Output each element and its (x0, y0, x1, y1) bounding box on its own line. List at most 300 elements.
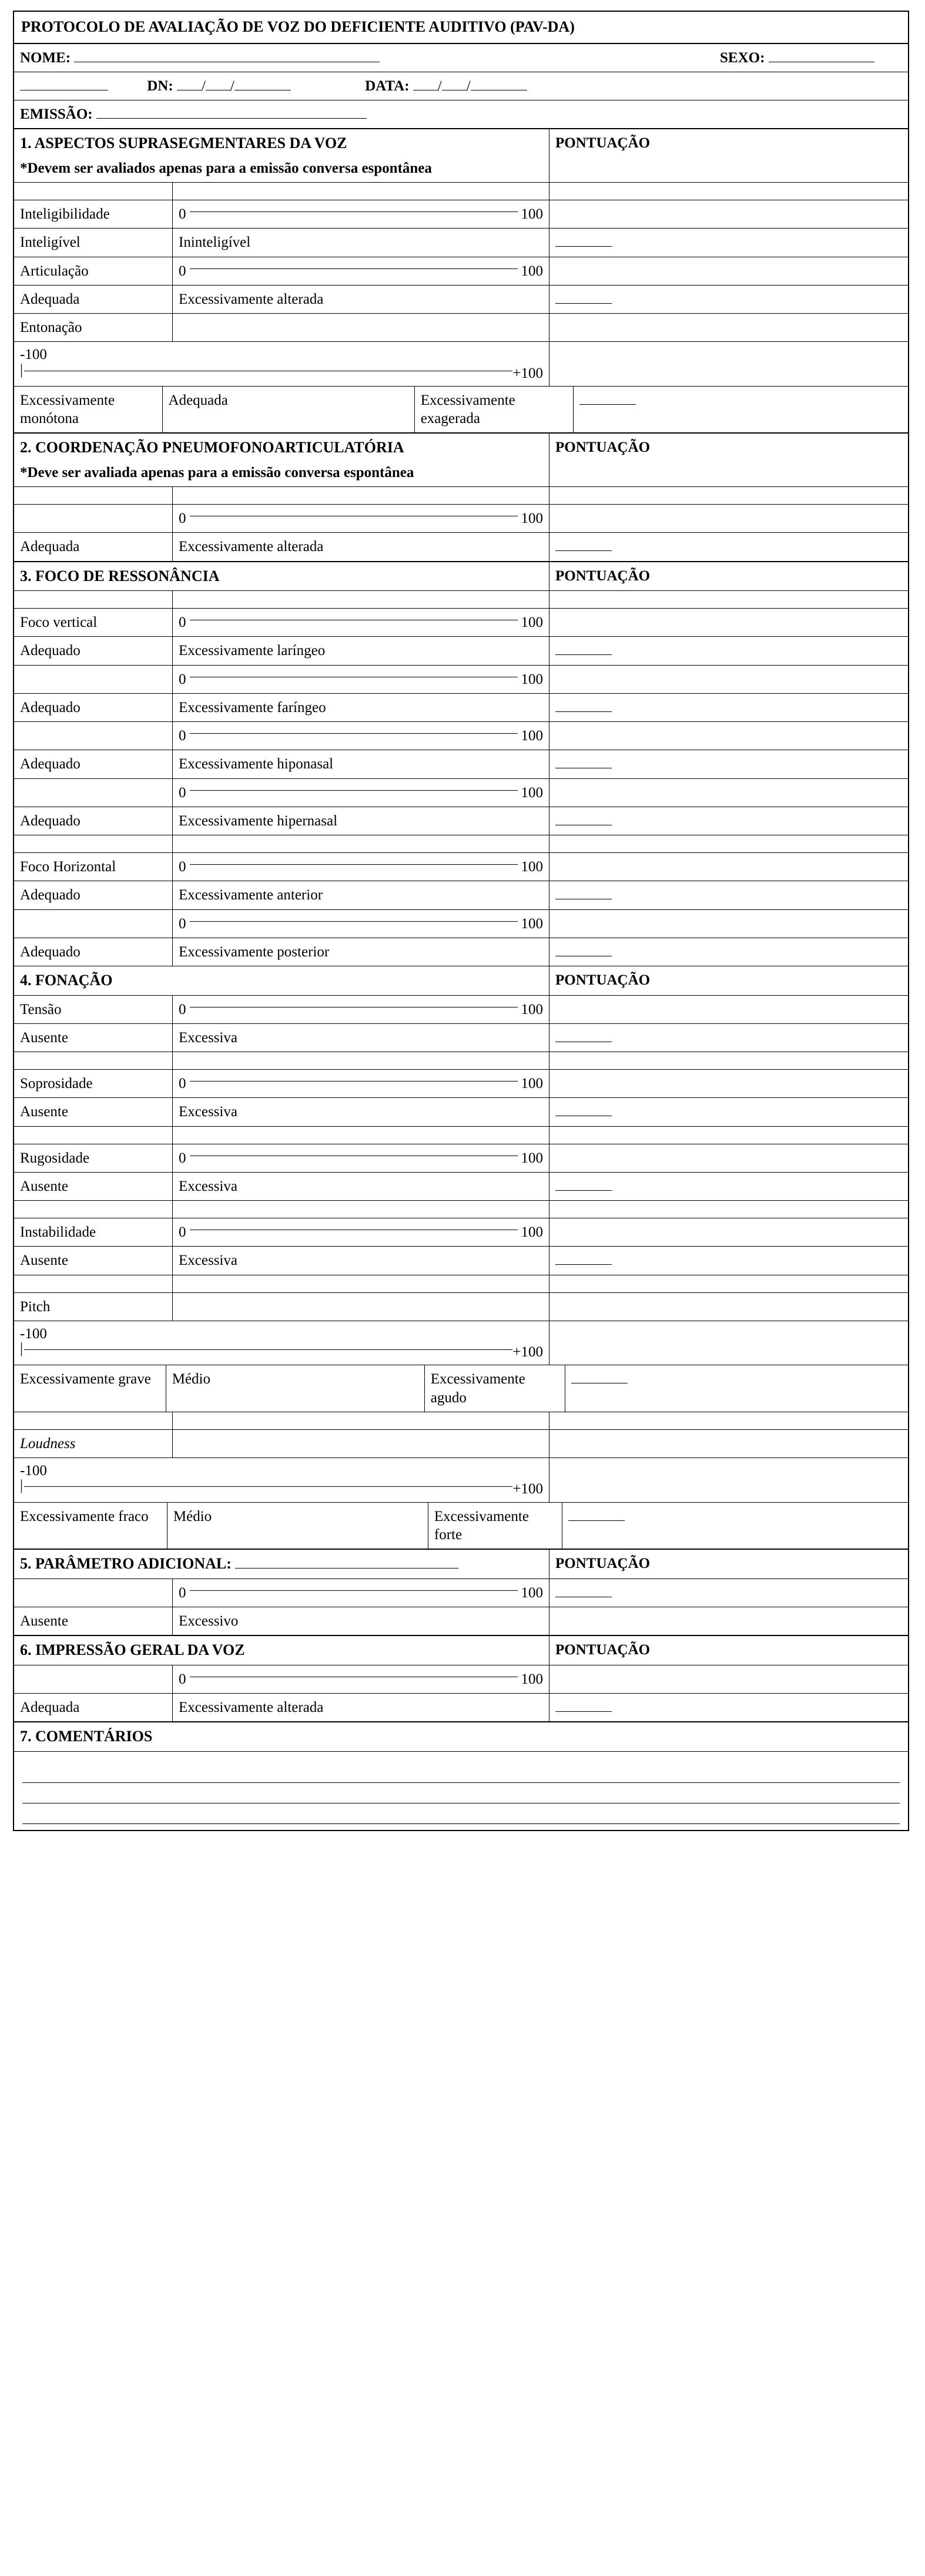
item-loudness-empty-right (549, 1430, 908, 1457)
scale-min-label: 0 (179, 1224, 186, 1240)
scale-max-label: 100 (521, 511, 543, 526)
item-entonacao-empty (173, 314, 549, 341)
item-rugosidade-label: Rugosidade (14, 1144, 173, 1172)
item-foco-horizontal-left-anchor: Adequado (14, 881, 173, 909)
name-input[interactable] (74, 50, 380, 62)
item-foco-vertical-right-anchor: Excessivamente laríngeo (173, 637, 549, 664)
item-rugosidade-anchor-row (14, 1173, 908, 1201)
score-input[interactable] (555, 1030, 612, 1042)
spacer-left (14, 1412, 173, 1429)
scale-max-label: 100 (521, 1584, 543, 1601)
score-blank-top (549, 1144, 908, 1172)
item-inteligibilidade-scale[interactable] (173, 200, 549, 228)
item-faringeo-right-anchor: Excessivamente faríngeo (173, 694, 549, 721)
item-pitch-label-row (14, 1293, 908, 1321)
item-articulacao-left-anchor: Adequada (14, 286, 173, 313)
scale-line[interactable] (190, 268, 518, 269)
item-hiponasal-scale[interactable] (173, 722, 549, 750)
comment-line-1[interactable] (22, 1762, 900, 1783)
spacer-mid (173, 1127, 549, 1144)
section-6-scale[interactable] (173, 1665, 549, 1693)
score-blank-top (549, 609, 908, 636)
spacer-left (14, 487, 173, 504)
item-instabilidade-right-anchor: Excessiva (173, 1247, 549, 1274)
item-instabilidade-label: Instabilidade (14, 1218, 173, 1246)
comments-area[interactable] (14, 1752, 908, 1831)
item-instabilidade-anchor-row (14, 1247, 908, 1275)
item-pitch-empty (173, 1293, 549, 1321)
comment-line-2[interactable] (22, 1783, 900, 1803)
spacer-right (549, 1127, 908, 1144)
item-rugosidade-scale[interactable] (173, 1144, 549, 1172)
score-input[interactable] (555, 813, 612, 825)
score-input[interactable] (579, 392, 636, 405)
section-6-item-label (14, 1665, 173, 1693)
section-4-title: FONAÇÃO (35, 972, 113, 989)
section-6-scale-row (14, 1665, 908, 1694)
item-foco-horizontal-scale[interactable] (173, 853, 549, 881)
name-field-group (14, 44, 714, 72)
bipolar-max-label: +100 (512, 1344, 543, 1360)
date-slash-2: / (466, 78, 471, 94)
item-soprosidade-left-anchor: Ausente (14, 1098, 173, 1126)
section-5-number: 5. (20, 1555, 32, 1572)
score-blank-top (549, 910, 908, 938)
scale-min-label: 0 (179, 728, 186, 744)
section-1-header-row (14, 129, 908, 183)
spacer-left (14, 1201, 173, 1218)
item-articulacao-right-anchor: Excessivamente alterada (173, 286, 549, 313)
item-entonacao-bipolar-row (14, 342, 908, 387)
score-input[interactable] (568, 1509, 625, 1521)
name-sex-row (14, 44, 908, 72)
section-3-header (14, 562, 549, 591)
score-blank-top (549, 1321, 908, 1365)
scale-line[interactable] (190, 515, 518, 516)
bipolar-line[interactable] (24, 370, 512, 371)
item-pitch-anchor-row (14, 1365, 908, 1412)
scale-max-label: 100 (521, 1224, 543, 1240)
scale-max-label: 100 (521, 1150, 543, 1166)
section-6-anchor-row (14, 1694, 908, 1722)
item-inteligibilidade-right-anchor: Ininteligível (173, 229, 549, 256)
section-1-spacer-row (14, 183, 908, 200)
item-hipernasal-scale[interactable] (173, 779, 549, 807)
item-foco-horizontal-anchor-row (14, 881, 908, 909)
spacer-mid (173, 1275, 549, 1292)
item-posterior-scale-row (14, 910, 908, 938)
spacer-mid (173, 1412, 549, 1429)
scale-min-label: 0 (179, 263, 186, 279)
spacer-left (14, 183, 173, 200)
item-entonacao-label: Entonação (14, 314, 173, 341)
section-2-number: 2. (20, 439, 32, 456)
item-loudness-bipolar-scale[interactable] (14, 1458, 549, 1502)
section-5-score[interactable] (549, 1579, 908, 1607)
item-entonacao-bipolar-scale[interactable] (14, 342, 549, 386)
item-inteligibilidade-left-anchor: Inteligível (14, 229, 173, 256)
item-posterior-right-anchor: Excessivamente posterior (173, 938, 549, 966)
item-rugosidade-score[interactable] (549, 1173, 908, 1200)
item-posterior-left-anchor: Adequado (14, 938, 173, 966)
section-2-header (14, 434, 549, 486)
item-foco-vertical-left-anchor: Adequado (14, 637, 173, 664)
section-3-spacer-row (14, 591, 908, 609)
bipolar-tick: | (20, 361, 24, 378)
item-entonacao-empty-right (549, 314, 908, 341)
item-hiponasal-anchor-row (14, 750, 908, 778)
spacer-right (549, 835, 908, 852)
score-input[interactable] (555, 700, 612, 712)
scale-max-label: 100 (521, 728, 543, 744)
score-input[interactable] (555, 1104, 612, 1116)
bipolar-max-label: +100 (512, 1481, 543, 1497)
section-6-right-anchor: Excessivamente alterada (173, 1694, 549, 1721)
score-input[interactable] (555, 944, 612, 956)
item-pitch-bipolar-scale[interactable] (14, 1321, 549, 1365)
score-input[interactable] (555, 1585, 612, 1597)
spacer-right (549, 1052, 908, 1069)
spacer-right (549, 1275, 908, 1292)
item-foco-horizontal-scale-row (14, 853, 908, 881)
item-loudness-empty (173, 1430, 549, 1457)
item-loudness-label-row (14, 1430, 908, 1458)
score-blank-top (549, 779, 908, 807)
item-pitch-bipolar-row (14, 1321, 908, 1366)
item-entonacao-label-row (14, 314, 908, 342)
scale-max-label: 100 (521, 671, 543, 687)
section-1-header (14, 129, 549, 182)
item-articulacao-scale[interactable] (173, 257, 549, 285)
section-6-score-header: PONTUAÇÃO (555, 1642, 651, 1658)
score-input[interactable] (555, 234, 612, 247)
spacer-left (14, 1052, 173, 1069)
spacer-right (549, 1201, 908, 1218)
scale-line[interactable] (190, 1006, 518, 1007)
section-4-spacer-1 (14, 1052, 908, 1070)
item-rugosidade-left-anchor: Ausente (14, 1173, 173, 1200)
item-faringeo-scale[interactable] (173, 666, 549, 693)
section-7-header-row (14, 1722, 908, 1752)
section-5-right-anchor: Excessivo (173, 1607, 549, 1635)
section-6-number: 6. (20, 1641, 32, 1658)
dn-slash-2: / (230, 78, 234, 94)
scale-line[interactable] (190, 733, 518, 734)
item-tensao-anchor-row (14, 1024, 908, 1052)
scale-min-label: 0 (179, 915, 186, 932)
bipolar-line[interactable] (24, 1486, 512, 1487)
section-2-spacer-row (14, 487, 908, 505)
item-entonacao-score[interactable] (574, 387, 908, 433)
scale-line[interactable] (190, 1155, 518, 1156)
section-1-score-header: PONTUAÇÃO (555, 135, 651, 152)
score-blank-top (549, 1458, 908, 1502)
section-5-scale[interactable] (173, 1579, 549, 1607)
score-blank-top (549, 1218, 908, 1246)
date-year-input[interactable] (471, 78, 527, 90)
section-5-title: PARÂMETRO ADICIONAL: (35, 1555, 232, 1572)
section-3-number: 3. (20, 567, 32, 585)
item-foco-vertical-scale[interactable] (173, 609, 549, 636)
score-input[interactable] (555, 887, 612, 899)
score-input[interactable] (571, 1371, 628, 1383)
scale-min-label: 0 (179, 1584, 186, 1601)
item-posterior-label (14, 910, 173, 938)
spacer-right (549, 1412, 908, 1429)
item-articulacao-anchor-row (14, 286, 908, 314)
scale-max-label: 100 (521, 263, 543, 279)
sex-input[interactable] (769, 50, 874, 62)
scale-line[interactable] (190, 211, 518, 212)
item-entonacao-score-blank-top (549, 342, 908, 386)
section-1-number: 1. (20, 135, 32, 152)
item-hiponasal-score[interactable] (549, 750, 908, 778)
scale-line[interactable] (190, 921, 518, 922)
item-hiponasal-left-anchor: Adequado (14, 750, 173, 778)
item-posterior-scale[interactable] (173, 910, 549, 938)
scale-max-label: 100 (521, 614, 543, 630)
form-title-row (14, 12, 908, 44)
section-6-score[interactable] (549, 1694, 908, 1721)
item-hiponasal-scale-row (14, 722, 908, 750)
item-articulacao-label: Articulação (14, 257, 173, 285)
section-1-title: ASPECTOS SUPRASEGMENTARES DA VOZ (34, 135, 347, 152)
spacer-mid (173, 487, 549, 504)
item-hipernasal-left-anchor: Adequado (14, 807, 173, 835)
section-2-scale[interactable] (173, 505, 549, 532)
item-inteligibilidade-scale-row (14, 200, 908, 229)
item-pitch-right-anchor: Excessivamente agudo (425, 1365, 565, 1412)
item-pitch-score[interactable] (565, 1365, 908, 1412)
section-3-title: FOCO DE RESSONÂNCIA (35, 567, 220, 585)
item-loudness-score[interactable] (562, 1503, 908, 1549)
item-rugosidade-scale-row (14, 1144, 908, 1173)
scale-line[interactable] (190, 676, 518, 677)
section-2-scale-row (14, 505, 908, 533)
item-inteligibilidade-score-blank-top (549, 200, 908, 228)
score-blank-top (549, 1070, 908, 1097)
item-foco-vertical-scale-row (14, 609, 908, 637)
item-instabilidade-score[interactable] (549, 1247, 908, 1274)
item-soprosidade-label: Soprosidade (14, 1070, 173, 1097)
item-inteligibilidade-score[interactable] (549, 229, 908, 256)
section-7-header (14, 1722, 908, 1751)
comment-line-3[interactable] (22, 1803, 900, 1824)
section-2-item-label (14, 505, 173, 532)
item-rugosidade-right-anchor: Excessiva (173, 1173, 549, 1200)
item-foco-horizontal-label: Foco Horizontal (14, 853, 173, 881)
section-3-spacer-row-2 (14, 835, 908, 853)
score-input[interactable] (555, 1700, 612, 1712)
section-4-spacer-3 (14, 1201, 908, 1218)
item-foco-vertical-anchor-row (14, 637, 908, 665)
date-month-input[interactable] (442, 78, 467, 90)
item-hipernasal-right-anchor: Excessivamente hipernasal (173, 807, 549, 835)
item-loudness-mid-anchor: Médio (167, 1503, 428, 1549)
item-pitch-label: Pitch (14, 1293, 173, 1321)
date-label: DATA: (365, 78, 410, 94)
additional-parameter-input[interactable] (235, 1556, 458, 1569)
item-inteligibilidade-anchor-row (14, 229, 908, 257)
section-2-score[interactable] (549, 533, 908, 560)
section-2-score-blank-top (549, 505, 908, 532)
section-4-number: 4. (20, 972, 32, 989)
section-4-score-header: PONTUAÇÃO (555, 972, 651, 988)
bipolar-tick: | (20, 1477, 24, 1494)
bipolar-max-label: +100 (512, 365, 543, 381)
scale-line[interactable] (190, 1229, 518, 1230)
item-hipernasal-anchor-row (14, 807, 908, 835)
item-loudness-bipolar-row (14, 1458, 908, 1503)
item-tensao-scale-row (14, 996, 908, 1024)
scale-line[interactable] (190, 1080, 518, 1082)
item-loudness-anchor-row (14, 1503, 908, 1550)
item-articulacao-score[interactable] (549, 286, 908, 313)
item-faringeo-anchor-row (14, 694, 908, 722)
item-hipernasal-label (14, 779, 173, 807)
scale-line[interactable] (190, 1590, 518, 1591)
section-5-score-blank-bottom (549, 1607, 908, 1635)
item-hiponasal-right-anchor: Excessivamente hiponasal (173, 750, 549, 778)
item-entonacao-left-anchor: Excessivamente monótona (14, 387, 163, 433)
bipolar-min-label: -100 (20, 1463, 47, 1479)
section-6-left-anchor: Adequada (14, 1694, 173, 1721)
scale-min-label: 0 (179, 859, 186, 875)
spacer-left (14, 1275, 173, 1292)
item-loudness-right-anchor: Excessivamente forte (428, 1503, 562, 1549)
section-6-header (14, 1636, 549, 1665)
section-6-score-blank-top (549, 1665, 908, 1693)
item-articulacao-scale-row (14, 257, 908, 286)
emission-label: EMISSÃO: (20, 106, 93, 122)
date-day-input[interactable] (413, 78, 438, 90)
item-soprosidade-scale-row (14, 1070, 908, 1098)
section-5-item-label (14, 1579, 173, 1607)
dn-slash-1: / (201, 78, 206, 94)
scale-min-label: 0 (179, 671, 186, 687)
scale-min-label: 0 (179, 1001, 186, 1017)
section-7-title: COMENTÁRIOS (35, 1728, 153, 1745)
score-input[interactable] (555, 756, 612, 768)
scale-min-label: 0 (179, 206, 186, 222)
item-faringeo-score[interactable] (549, 694, 908, 721)
score-blank-top (549, 722, 908, 750)
scale-line[interactable] (190, 864, 518, 865)
item-entonacao-right-anchor: Excessivamente exagerada (415, 387, 574, 433)
item-tensao-left-anchor: Ausente (14, 1024, 173, 1052)
protocol-form (13, 11, 909, 1831)
scale-line[interactable] (190, 619, 518, 620)
item-foco-horizontal-score[interactable] (549, 881, 908, 909)
section-2-header-row (14, 434, 908, 487)
score-input[interactable] (555, 643, 612, 655)
item-pitch-empty-right (549, 1293, 908, 1321)
section-3-header-row (14, 562, 908, 592)
score-blank-top (549, 666, 908, 693)
bipolar-min-label: -100 (20, 347, 47, 363)
item-pitch-mid-anchor: Médio (166, 1365, 425, 1412)
dn-day-input[interactable] (177, 78, 202, 90)
section-2-note: *Deve ser avaliada apenas para a emissão conversa espontânea (20, 464, 414, 481)
scale-min-label: 0 (179, 1150, 186, 1166)
sex-field-group (714, 44, 908, 72)
scale-max-label: 100 (521, 915, 543, 932)
scale-max-label: 100 (521, 206, 543, 222)
section-6-header-row (14, 1636, 908, 1665)
item-instabilidade-left-anchor: Ausente (14, 1247, 173, 1274)
item-faringeo-scale-row (14, 666, 908, 694)
section-5-header (14, 1550, 549, 1578)
item-entonacao-mid-anchor: Adequada (163, 387, 415, 433)
bipolar-tick: | (20, 1341, 24, 1356)
emission-input[interactable] (96, 106, 367, 119)
section-2-right-anchor: Excessivamente alterada (173, 533, 549, 560)
item-tensao-right-anchor: Excessiva (173, 1024, 549, 1052)
scale-max-label: 100 (521, 1076, 543, 1091)
bipolar-line[interactable] (24, 1349, 512, 1350)
scale-min-label: 0 (179, 784, 186, 801)
bipolar-min-label: -100 (20, 1325, 47, 1342)
section-4-header-row (14, 966, 908, 996)
item-foco-vertical-label: Foco vertical (14, 609, 173, 636)
item-entonacao-anchor-row (14, 387, 908, 434)
section-5-header-row (14, 1550, 908, 1579)
score-input[interactable] (555, 1178, 612, 1191)
section-4-header (14, 966, 549, 995)
item-instabilidade-scale[interactable] (173, 1218, 549, 1246)
dn-label: DN: (147, 78, 173, 94)
page-title: PROTOCOLO DE AVALIAÇÃO DE VOZ DO DEFICIENTE AUDITIVO (PAV-DA) (21, 18, 575, 35)
item-soprosidade-scale[interactable] (173, 1070, 549, 1097)
spacer-mid (173, 183, 549, 200)
item-soprosidade-score[interactable] (549, 1098, 908, 1126)
spacer-mid (173, 1201, 549, 1218)
scale-line[interactable] (190, 790, 518, 791)
section-5-scale-row (14, 1579, 908, 1607)
item-hipernasal-scale-row (14, 779, 908, 807)
scale-line[interactable] (190, 1676, 518, 1677)
scale-max-label: 100 (521, 1671, 543, 1687)
birth-date-group (14, 72, 908, 100)
dn-month-input[interactable] (206, 78, 230, 90)
comments-lines[interactable] (14, 1752, 908, 1830)
item-hipernasal-score[interactable] (549, 807, 908, 835)
item-soprosidade-anchor-row (14, 1098, 908, 1126)
item-faringeo-left-anchor: Adequado (14, 694, 173, 721)
scale-min-label: 0 (179, 614, 186, 630)
item-posterior-score[interactable] (549, 938, 908, 966)
score-input[interactable] (555, 291, 612, 304)
score-blank-top (549, 853, 908, 881)
score-input[interactable] (555, 539, 612, 551)
item-instabilidade-scale-row (14, 1218, 908, 1247)
section-2-score-header: PONTUAÇÃO (555, 439, 651, 456)
dn-year-input[interactable] (234, 78, 291, 90)
scale-min-label: 0 (179, 511, 186, 526)
item-tensao-score[interactable] (549, 1024, 908, 1052)
item-foco-vertical-score[interactable] (549, 637, 908, 664)
spacer-mid (173, 1052, 549, 1069)
date-slash-1: / (437, 78, 442, 94)
item-loudness-label: Loudness (14, 1430, 173, 1457)
name-input-continued[interactable] (20, 78, 108, 90)
section-2-anchor-row (14, 533, 908, 562)
section-4-spacer-2 (14, 1127, 908, 1144)
score-input[interactable] (555, 1252, 612, 1265)
emission-row (14, 100, 908, 129)
item-loudness-left-anchor: Excessivamente fraco (14, 1503, 167, 1549)
item-tensao-scale[interactable] (173, 996, 549, 1023)
